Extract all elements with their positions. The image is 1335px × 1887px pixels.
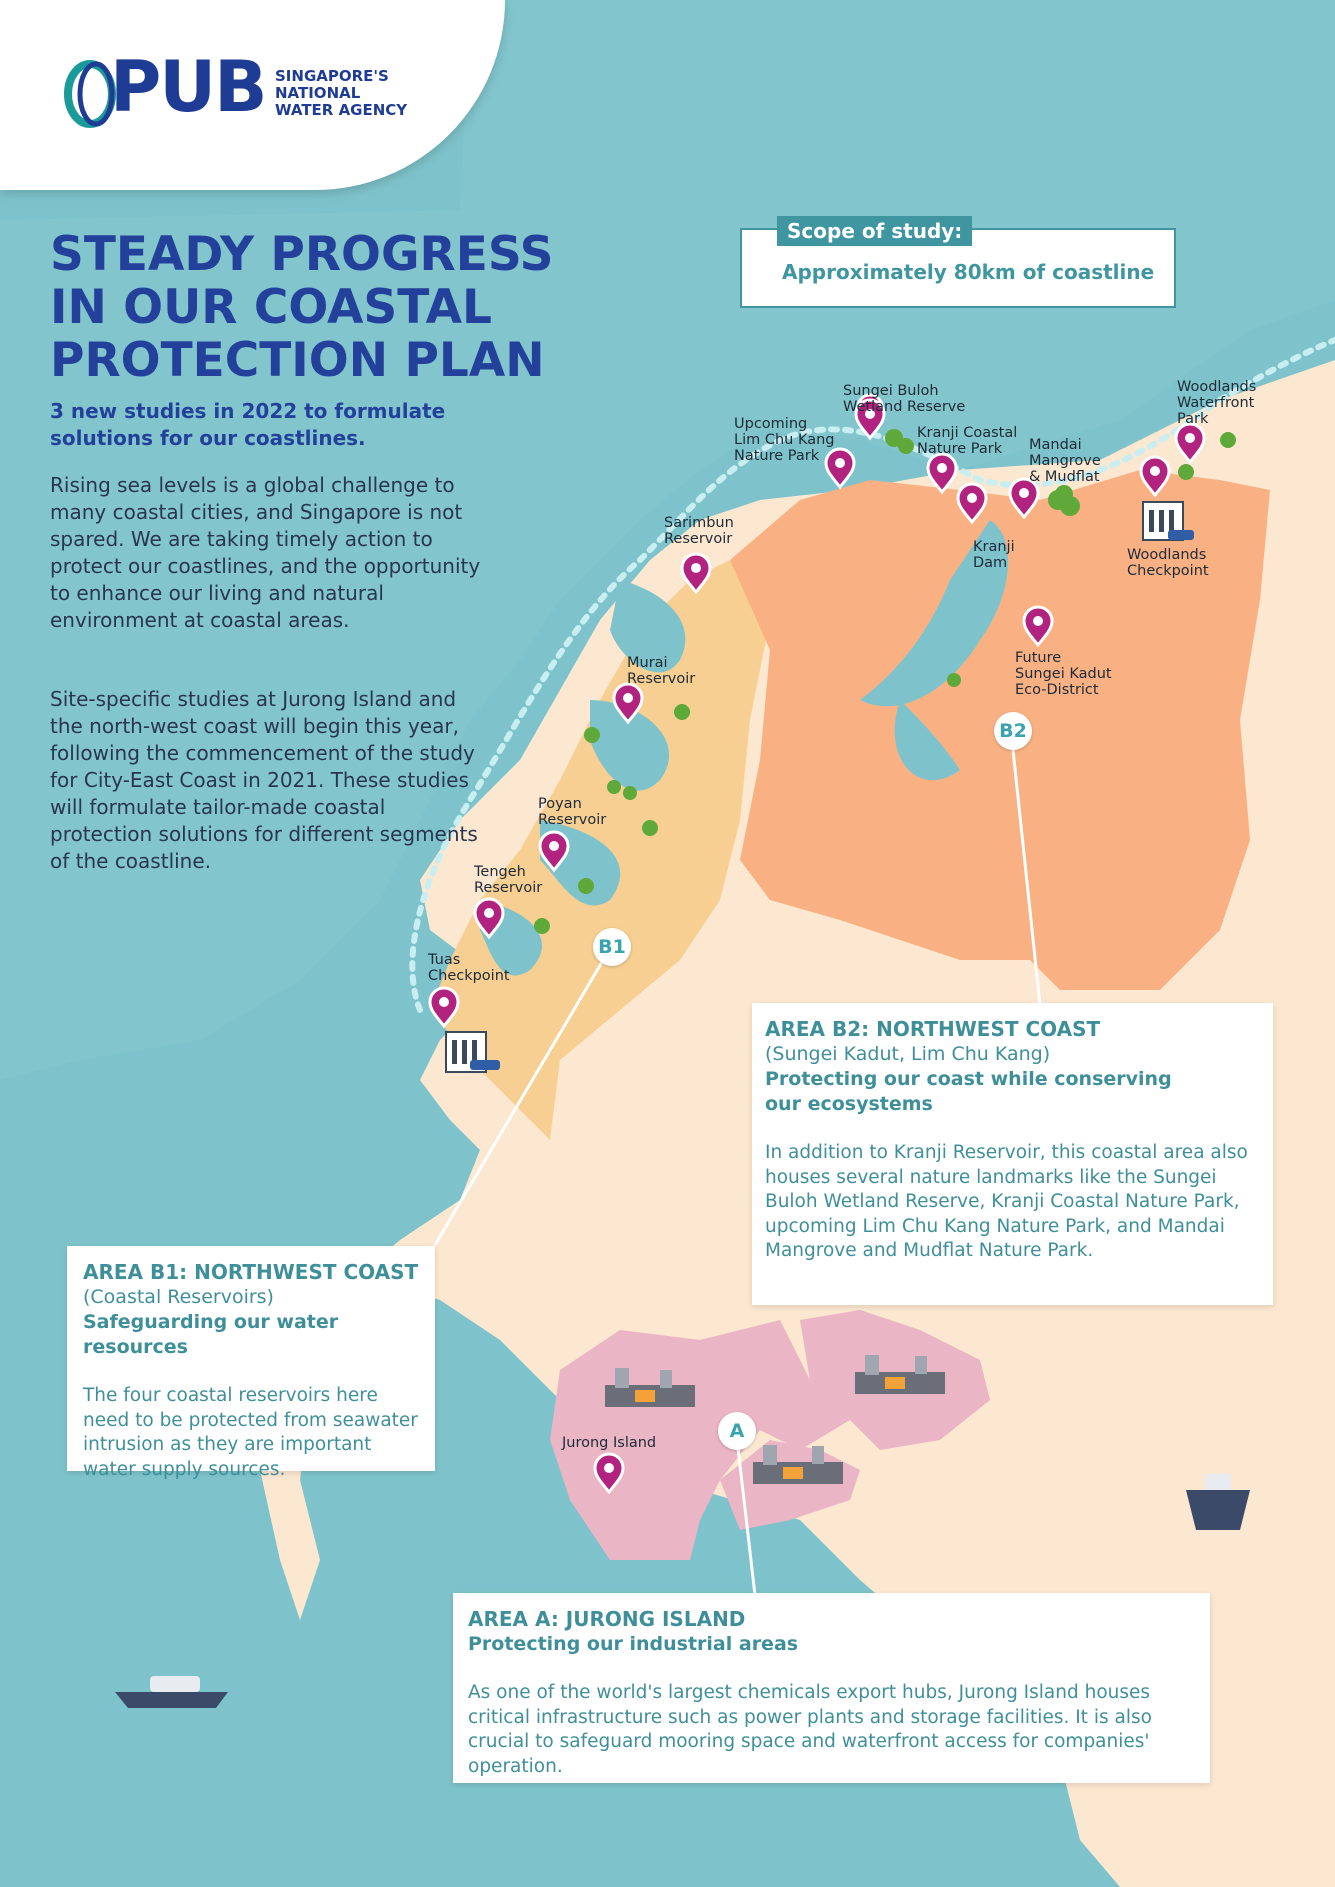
area-b2-text: In addition to Kranji Reservoir, this coastal area also houses several nature landmarks like the Sungei Buloh Wetland Reserve, Kranji Coastal Nature Park, upcoming Lim Chu Kang Nature Park, and Mandai Mangrove and Mudflat Nature Park.	[765, 1142, 1248, 1261]
area-b2-bold-2: our ecosystems	[765, 1093, 933, 1115]
area-b2-panel	[752, 1003, 1273, 1305]
area-b1-text: The four coastal reservoirs here need to be protected from seawater intrusion as they are important water supply sources.	[83, 1385, 418, 1480]
area-b1-bold: Safeguarding our water resources	[83, 1311, 339, 1358]
label-sungei-buloh: Sungei Buloh Wetland Reserve	[843, 383, 966, 415]
label-poyan: Poyan Reservoir	[538, 796, 607, 828]
logo-tagline: SINGAPORE'S NATIONAL WATER AGENCY	[275, 67, 408, 119]
label-lim-chu-kang: Upcoming Lim Chu Kang Nature Park	[734, 416, 835, 464]
badge-a: A	[718, 1412, 756, 1450]
area-a-bold: Protecting our industrial areas	[468, 1633, 799, 1655]
label-sarimbun: Sarimbun Reservoir	[664, 515, 734, 547]
area-b1-sub: (Coastal Reservoirs)	[83, 1286, 274, 1308]
intro-paragraph-1: Rising sea levels is a global challenge to many coastal cities, and Singapore is not spared. We are taking timely action to protect our coastlines, and the opportunity to enhance our living and natural environment at coastal areas.	[50, 473, 481, 632]
scope-tag: Scope of study:	[777, 216, 972, 246]
label-woodlands-waterfront: Woodlands Waterfront Park	[1177, 379, 1257, 427]
area-b2-heading: AREA B2: NORTHWEST COAST	[765, 1017, 1101, 1041]
label-tengeh: Tengeh Reservoir	[474, 864, 543, 896]
intro-paragraph-2: Site-specific studies at Jurong Island and the north-west coast will begin this year, following the commencement of the study for City-East Coast in 2021. These studies will formulate tailor-made coastal protection solutions for different segments of the coastline.	[50, 687, 478, 873]
badge-b1: B1	[593, 928, 631, 966]
page-title: STEADY PROGRESS IN OUR COASTAL PROTECTION PLAN	[50, 227, 554, 388]
scope-text: Approximately 80km of coastline	[782, 260, 1155, 284]
label-kranji-coastal: Kranji Coastal Nature Park	[917, 425, 1018, 457]
area-b2-bold-1: Protecting our coast while conserving	[765, 1068, 1172, 1090]
label-sungei-kadut: Future Sungei Kadut Eco-District	[1015, 650, 1112, 698]
logo-wordmark: PUB	[110, 46, 266, 128]
label-kranji-dam: Kranji Dam	[973, 539, 1015, 571]
page-subtitle: 3 new studies in 2022 to formulate solutions for our coastlines.	[50, 399, 446, 450]
label-woodlands-checkpoint: Woodlands Checkpoint	[1127, 547, 1209, 579]
label-jurong-island: Jurong Island	[562, 1435, 657, 1451]
badge-b2: B2	[994, 712, 1032, 750]
label-mandai: Mandai Mangrove & Mudflat	[1029, 437, 1101, 485]
area-b1-heading: AREA B1: NORTHWEST COAST	[83, 1260, 419, 1284]
label-murai: Murai Reservoir	[627, 655, 696, 687]
area-a-heading: AREA A: JURONG ISLAND	[468, 1607, 746, 1631]
label-tuas: Tuas Checkpoint	[428, 952, 510, 984]
area-b2-sub: (Sungei Kadut, Lim Chu Kang)	[765, 1043, 1051, 1065]
area-b1-panel	[67, 1246, 435, 1480]
area-a-panel	[453, 1593, 1210, 1783]
area-a-text: As one of the world's largest chemicals export hubs, Jurong Island houses critical infrastructure such as power plants and storage facilities. It is also crucial to safeguard mooring space and waterfront access for companies' operation.	[468, 1682, 1152, 1777]
